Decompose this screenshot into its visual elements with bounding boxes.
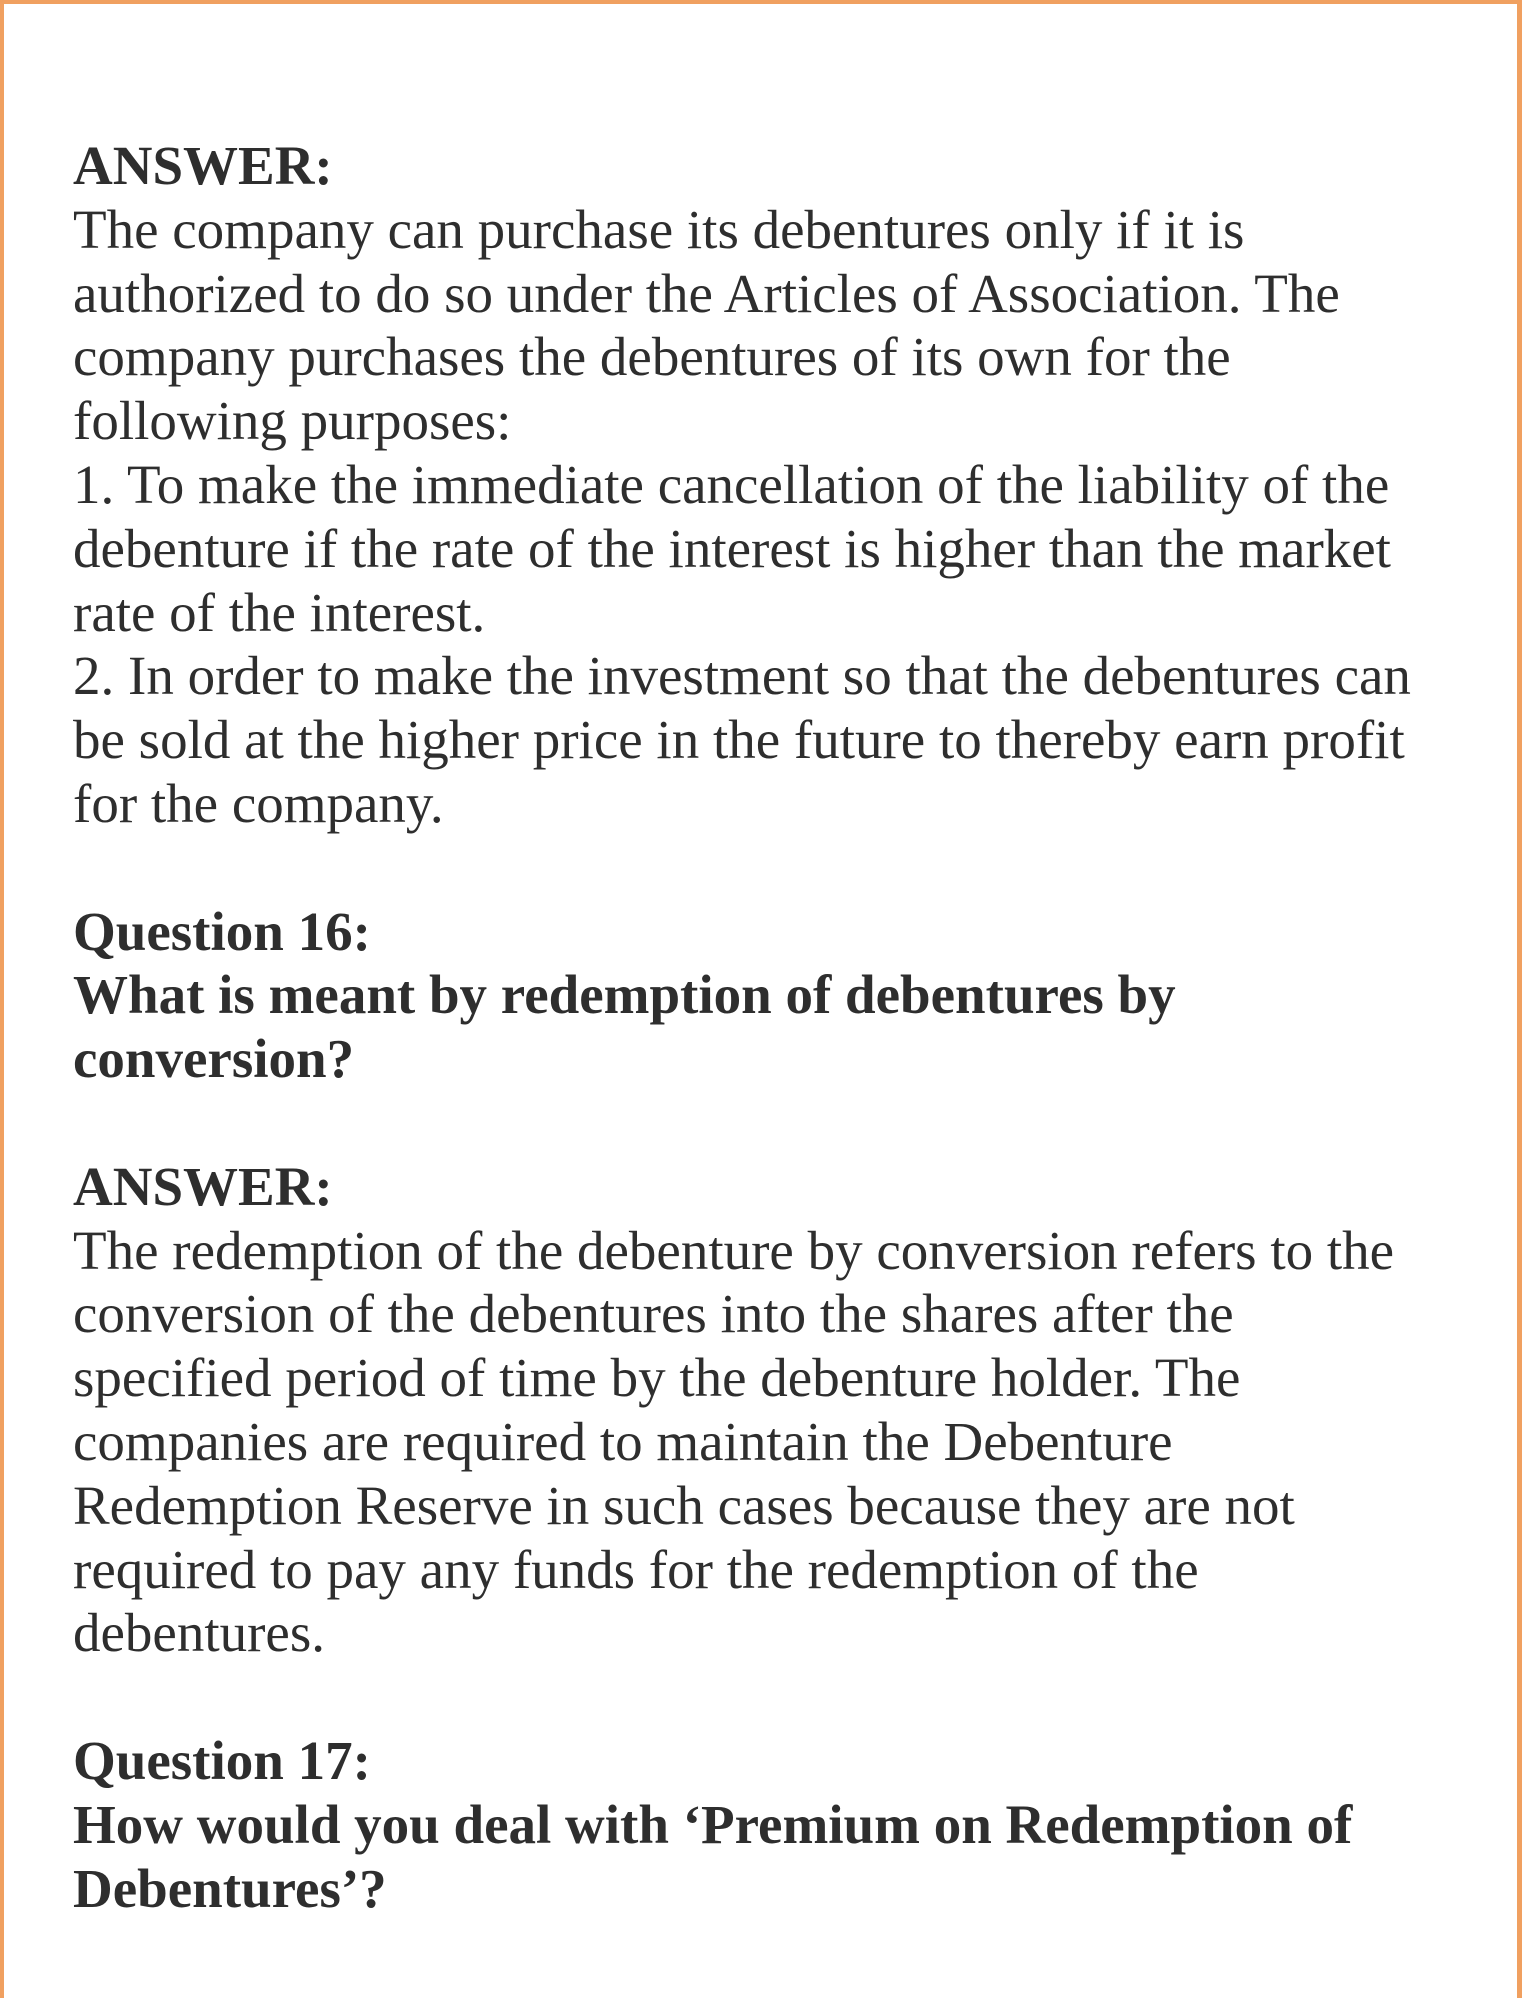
answer-16 xyxy=(73,1155,1411,1665)
document-page xyxy=(73,134,1411,1920)
text-line: company purchases the debentures of its own for the xyxy=(73,326,1231,388)
question-text: What is meant by redemption of debentures by xyxy=(73,964,1176,1026)
text-line: debenture if the rate of the interest is higher than the market xyxy=(73,517,1391,579)
question-text: How would you deal with ‘Premium on Redemption of xyxy=(73,1793,1353,1855)
answer-heading: ANSWER: xyxy=(73,1155,333,1217)
text-line: following purposes: xyxy=(73,390,512,452)
text-line: rate of the interest. xyxy=(73,581,486,643)
text-line: for the company. xyxy=(73,772,444,834)
text-line: 2. In order to make the investment so that the debentures can xyxy=(73,645,1411,707)
question-text: Debentures’? xyxy=(73,1857,387,1919)
text-line: be sold at the higher price in the future to thereby earn profit xyxy=(73,709,1405,771)
text-line: companies are required to maintain the Debenture xyxy=(73,1410,1173,1472)
answer-15 xyxy=(73,134,1411,836)
text-line: The redemption of the debenture by conversion refers to the xyxy=(73,1219,1395,1281)
question-heading: Question 16: xyxy=(73,900,371,962)
text-line: Redemption Reserve in such cases because they are not xyxy=(73,1474,1295,1536)
question-text: conversion? xyxy=(73,1028,355,1090)
text-line: debentures. xyxy=(73,1602,325,1664)
answer-heading: ANSWER: xyxy=(73,135,333,196)
text-line: 1. To make the immediate cancellation of the liability of the xyxy=(73,453,1390,515)
text-line: required to pay any funds for the redemption of the xyxy=(73,1538,1199,1600)
question-16 xyxy=(73,900,1411,1091)
text-line: The company can purchase its debentures only if it is xyxy=(73,198,1245,260)
text-line: specified period of time by the debenture holder. The xyxy=(73,1347,1241,1409)
question-heading: Question 17: xyxy=(73,1729,371,1791)
text-line: conversion of the debentures into the shares after the xyxy=(73,1283,1234,1345)
question-17 xyxy=(73,1729,1411,1920)
text-line: authorized to do so under the Articles of Association. The xyxy=(73,262,1340,324)
